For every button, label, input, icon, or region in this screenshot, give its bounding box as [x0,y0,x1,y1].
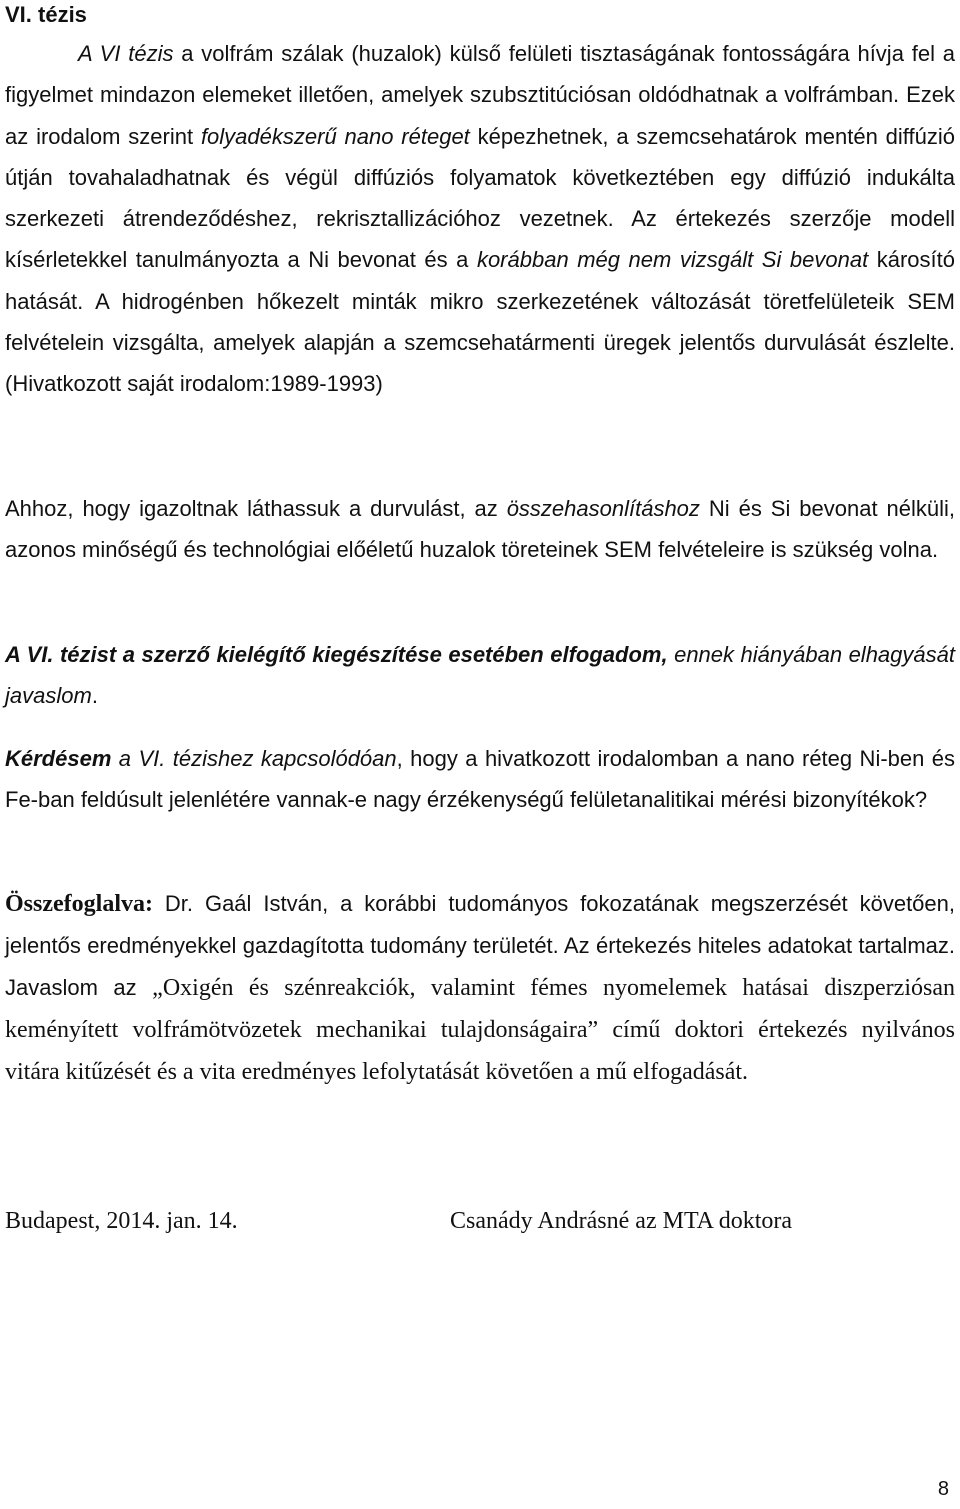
thesis-text: a volfrám szálak (huzalok) külső felületi tisztaságának fontosságára hívja fel a figyelmet mindazon elemeket illetően, amelyek szubsztitúciósan oldódhatnak a volfrámban. Ezek az irodalom szerint [5,41,955,149]
page-number: 8 [937,1478,949,1500]
place-date: Budapest, 2014. jan. 14. [5,1208,238,1234]
thesis-title-italic: A VI tézis [78,41,174,66]
verdict-italic: ennek hiányában elhagyását javaslom [5,642,955,709]
thesis-italic-term: folyadékszerű nano réteget [200,123,470,149]
question-paragraph [5,738,955,821]
comparison-text: Ni és Si bevonat nélküli, azonos minőségű és technológiai előéletű huzalok töreteinek SEM felvételeire is szükség volna. [5,496,955,563]
summary-text: Dr. Gaál István, a korábbi tudományos fokozatának megszerzését követően, jelentős eredményekkel gazdagította tudomány területét. Az értekezés hiteles adatokat tartalmaz. Javaslom az [5,891,955,1000]
summary-label: Összefoglalva: [5,891,153,917]
comparison-text: Ahhoz, hogy igazoltnak láthassuk a durvulást, az [5,496,507,521]
thesis-text: képezhetnek, a szemcsehatárok mentén diffúzió útján tovahaladhatnak és végül diffúziós folyamatok következtében egy diffúzió indukálta szerkezeti átrendeződéshez, rekrisztallizációhoz vezetnek. Az értekezés szerzője modell kísérletekkel tanulmányozta a Ni bevonat és a [5,123,955,273]
summary-paragraph [5,883,955,1093]
comparison-paragraph [5,488,955,571]
signatory-name: Csanády Andrásné az MTA doktora [450,1208,792,1234]
thesis-paragraph [5,33,955,405]
verdict-paragraph [5,634,955,717]
verdict-end: . [91,683,98,709]
section-heading: VI. tézis [5,2,87,27]
thesis-text: károsító hatását. A hidrogénben hőkezelt minták mikro szerkezetének változását töretfelületeik SEM felvételein vizsgálta, amelyek alapján a szemcsehatármenti üregek jelentős durvulását észlelte. (Hivatkozott saját irodalom:1989-1993) [5,247,956,397]
comparison-italic: összehasonlításhoz [506,496,700,521]
question-label: Kérdésem [5,746,112,771]
question-italic: a VI. tézishez kapcsolódóan [111,746,397,771]
verdict-bold: A VI. tézist a szerző kielégítő kiegészítése esetében elfogadom, [5,642,668,667]
thesis-italic-term: korábban még nem vizsgált Si bevonat [476,247,869,273]
summary-serif-text: „Oxigén és szénreakciók, valamint fémes nyomelemek hatásai diszperziósan keményített volfrámötvözetek mechanikai tulajdonságaira” című doktori értekezés nyilvános vitára kitűzését és a vita eredményes lefolytatását követően a mű elfogadását. [5,974,955,1086]
question-text: , hogy a hivatkozott irodalomban a nano réteg Ni-ben és Fe-ban feldúsult jelenlétére vannak-e nagy érzékenységű felületanalitikai mérési bizonyítékok? [5,746,956,813]
